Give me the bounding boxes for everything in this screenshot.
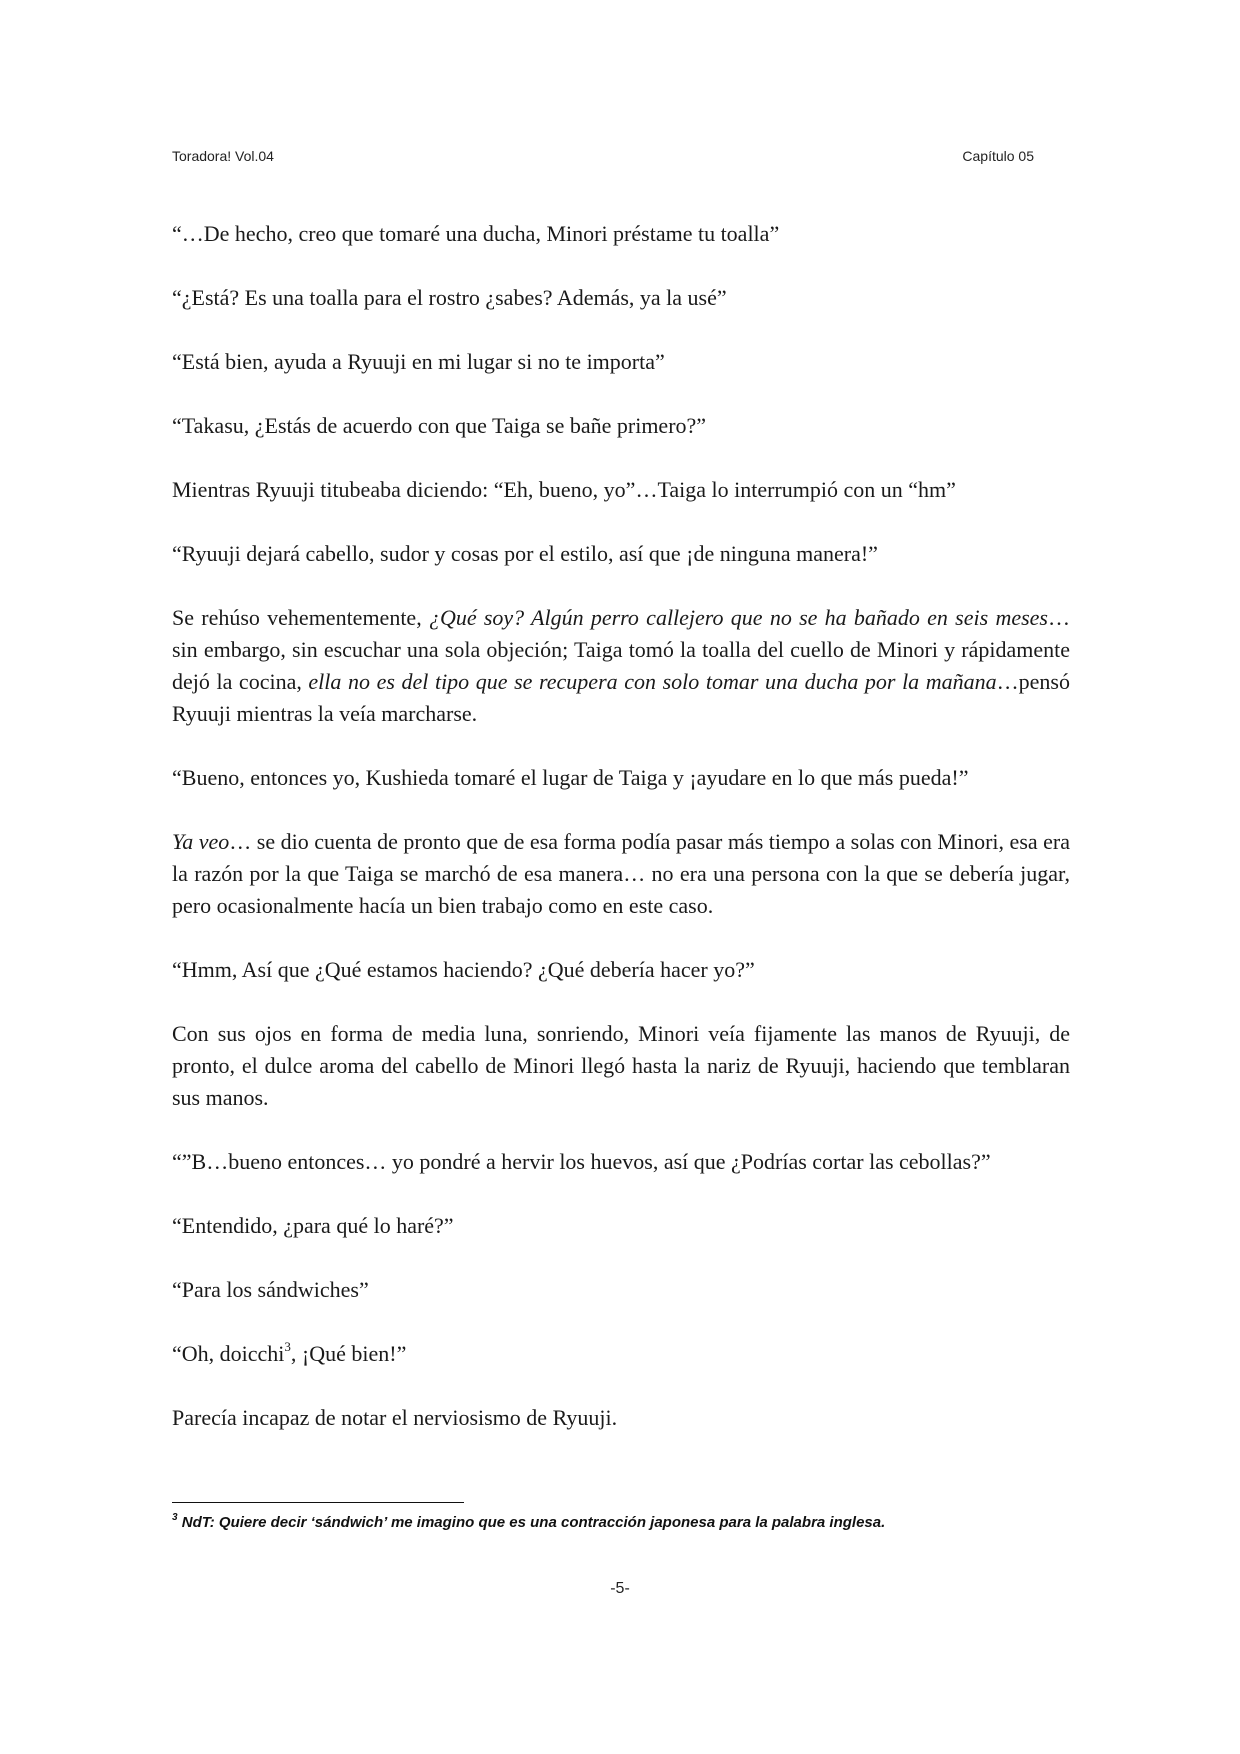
paragraph bbox=[172, 282, 1070, 314]
text-run: … se dio cuenta de pronto que de esa forma podía pasar más tiempo a solas con Minori, esa era la razón por la que Taiga se marchó de esa manera… no era una persona con la que se debería jugar, pero ocasionalmente hacía un bien trabajo como en este caso. bbox=[172, 829, 1071, 918]
italic-text: ella no es del tipo que se recupera con solo tomar una ducha por la mañana bbox=[308, 669, 997, 694]
text-run: “Takasu, ¿Estás de acuerdo con que Taiga se bañe primero?” bbox=[172, 413, 707, 438]
italic-text: Ya veo bbox=[172, 829, 230, 854]
paragraph bbox=[172, 826, 1070, 922]
text-run: “Entendido, ¿para qué lo haré?” bbox=[172, 1213, 454, 1238]
footnote-text: NdT: Quiere decir ‘sándwich’ me imagino que es una contracción japonesa para la palabra inglesa. bbox=[177, 1514, 886, 1531]
text-run: Con sus ojos en forma de media luna, sonriendo, Minori veía fijamente las manos de Ryuuji, de pronto, el dulce aroma del cabello de Minori llegó hasta la nariz de Ryuuji, haciendo que temblaran sus manos. bbox=[172, 1021, 1070, 1110]
paragraph bbox=[172, 410, 1070, 442]
italic-text: ¿Qué soy? Algún perro callejero que no se ha bañado en seis meses bbox=[428, 605, 1048, 630]
paragraph bbox=[172, 954, 1070, 986]
paragraph bbox=[172, 538, 1070, 570]
text-run: “Está bien, ayuda a Ryuuji en mi lugar si no te importa” bbox=[172, 349, 665, 374]
footnote-marker: 3 bbox=[172, 1512, 178, 1523]
text-run: Se rehúso vehementemente, bbox=[172, 605, 429, 630]
paragraph bbox=[172, 474, 1070, 506]
text-run: , ¡Qué bien!” bbox=[290, 1341, 407, 1366]
text-run: “Para los sándwiches” bbox=[172, 1277, 369, 1302]
text-run: “¿Está? Es una toalla para el rostro ¿sabes? Además, ya la usé” bbox=[172, 285, 727, 310]
paragraph bbox=[172, 1274, 1070, 1306]
text-run: “Hmm, Así que ¿Qué estamos haciendo? ¿Qué debería hacer yo?” bbox=[172, 957, 755, 982]
text-run: “Bueno, entonces yo, Kushieda tomaré el lugar de Taiga y ¡ayudare en lo que más pueda!” bbox=[172, 765, 969, 790]
text-run: “…De hecho, creo que tomaré una ducha, Minori préstame tu toalla” bbox=[172, 221, 780, 246]
page-header bbox=[172, 148, 1034, 168]
header-chapter: Capítulo 05 bbox=[962, 148, 1034, 164]
text-run: “Oh, doicchi bbox=[172, 1341, 285, 1366]
paragraph bbox=[172, 218, 1070, 250]
text-run: … sin embargo, sin escuchar una sola objeción; Taiga tomó la toalla del cuello de Minori y rápidamente dejó la cocina, bbox=[172, 605, 1070, 694]
paragraph bbox=[172, 762, 1070, 794]
text-run: “Ryuuji dejará cabello, sudor y cosas por el estilo, así que ¡de ninguna manera!” bbox=[172, 541, 878, 566]
page-number: -5- bbox=[610, 1580, 630, 1597]
text-run: Mientras Ryuuji titubeaba diciendo: “Eh, bueno, yo”…Taiga lo interrumpió con un “hm” bbox=[172, 477, 956, 502]
header-book-title: Toradora! Vol.04 bbox=[172, 148, 274, 164]
footnote-reference: 3 bbox=[284, 1338, 291, 1354]
paragraph bbox=[172, 1210, 1070, 1242]
body-text bbox=[172, 218, 1070, 1434]
text-run: …pensó Ryuuji mientras la veía marcharse. bbox=[172, 669, 1070, 726]
paragraph bbox=[172, 602, 1070, 730]
paragraph bbox=[172, 1338, 1070, 1370]
paragraph bbox=[172, 1018, 1070, 1114]
paragraph bbox=[172, 346, 1070, 378]
text-run: Parecía incapaz de notar el nerviosismo de Ryuuji. bbox=[172, 1405, 618, 1430]
text-run: “”B…bueno entonces… yo pondré a hervir los huevos, así que ¿Podrías cortar las cebollas?” bbox=[172, 1149, 991, 1174]
paragraph bbox=[172, 1146, 1070, 1178]
footnote-divider bbox=[172, 1502, 464, 1503]
footnote bbox=[172, 1514, 1072, 1531]
paragraph bbox=[172, 1402, 1070, 1434]
